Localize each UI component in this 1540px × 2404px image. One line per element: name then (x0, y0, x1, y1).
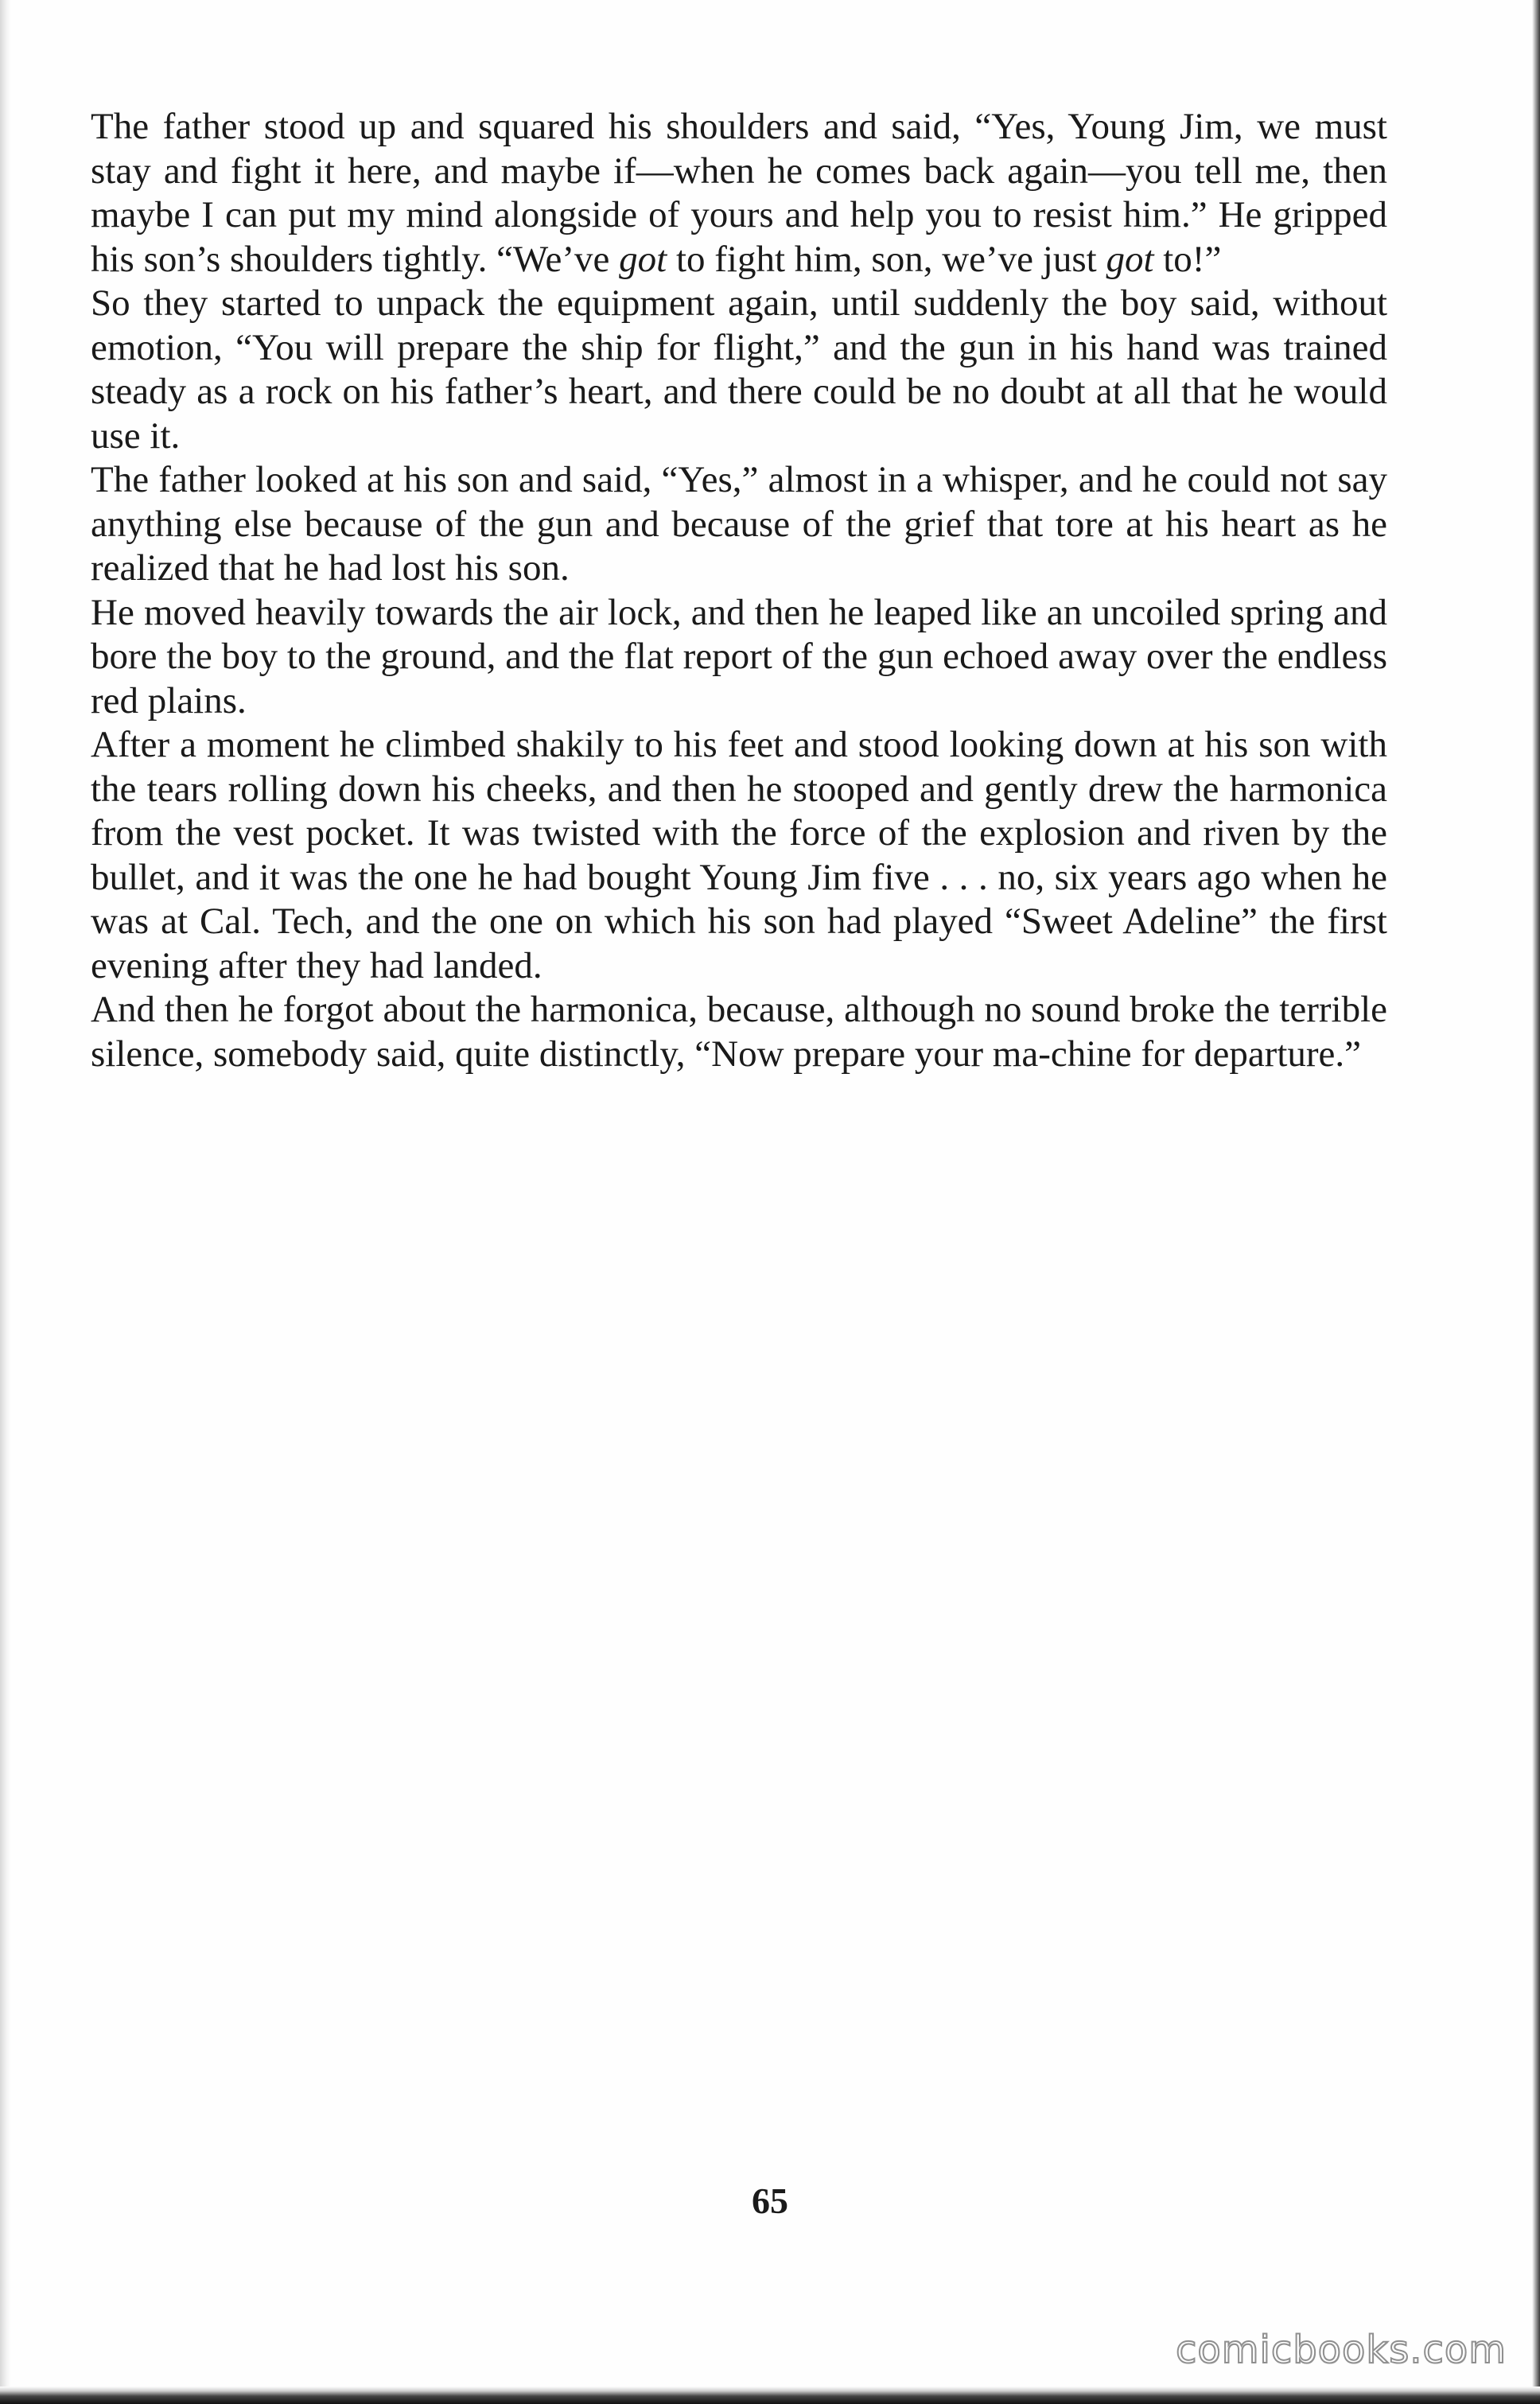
body-text (91, 105, 1387, 1076)
paragraph (91, 723, 1387, 988)
paragraph-text: to!” (1153, 238, 1222, 280)
paragraph-text: And then he forgot about the harmonica, because, although no sound broke the terrible silence, somebody said, quite distinctly, “Now prepare your ma-chine for departure.” (91, 989, 1387, 1075)
page-bottom-edge (0, 2386, 1540, 2404)
paragraph (91, 591, 1387, 724)
italic-text: got (1106, 238, 1154, 280)
page-left-edge (0, 0, 11, 2404)
paragraph (91, 988, 1387, 1076)
page-right-edge (1532, 0, 1540, 2404)
paragraph (91, 282, 1387, 458)
watermark-text: comicbooks.com (1175, 2328, 1507, 2372)
paragraph-text: to fight him, son, we’ve just (667, 238, 1106, 280)
paragraph-text: The father stood up and squared his shoulders and said, “Yes, Young Jim, we must stay and fight it here, and maybe if—when he comes back again—you tell me, then maybe I can put my mind alongside of yours and help you to resist him.” He gripped his son’s shoulders tightly. “We’ve (91, 106, 1387, 280)
italic-text: got (619, 238, 667, 280)
paragraph-text: The father looked at his son and said, “Yes,” almost in a whisper, and he could not say anything else because of the gun and because of the grief that tore at his heart as he realized that he had lost his son. (91, 459, 1387, 589)
paragraph-text: He moved heavily towards the air lock, and then he leaped like an uncoiled spring and bore the boy to the ground, and the flat report of the gun echoed away over the endless red plains. (91, 591, 1387, 722)
paragraph-text: After a moment he climbed shakily to his feet and stood looking down at his son with the tears rolling down his cheeks, and then he stooped and gently drew the harmonica from the vest pocket. It was twisted with the force of the explosion and riven by the bullet, and it was the one he had bought Young Jim five . . . no, six years ago when he was at Cal. Tech, and the one on which his son had played “Sweet Adeline” the first evening after they had landed. (91, 724, 1387, 986)
paragraph (91, 458, 1387, 591)
paragraph-text: So they started to unpack the equipment again, until suddenly the boy said, without emotion, “You will prepare the ship for flight,” and the gun in his hand was trained steady as a rock on his father’s heart, and there could be no doubt at all that he would use it. (91, 282, 1387, 457)
paragraph (91, 105, 1387, 282)
page-number: 65 (752, 2180, 788, 2221)
